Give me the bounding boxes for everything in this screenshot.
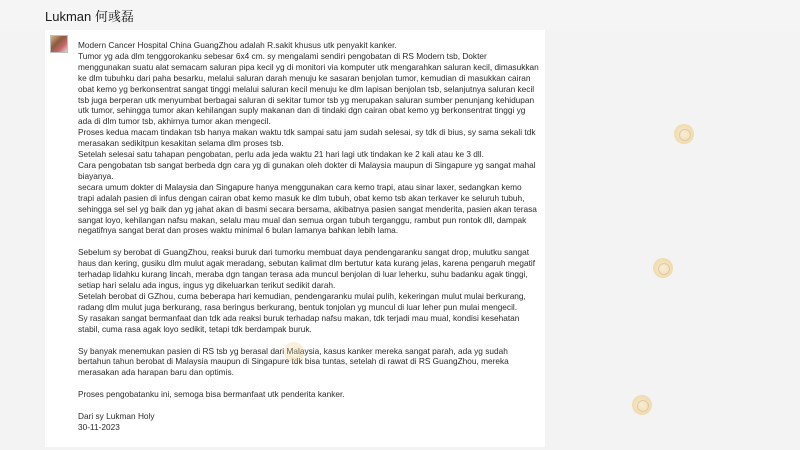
- paragraph: Sy rasakan sangat bermanfaat dan tdk ada reaksi buruk terhadap nafsu makan, tdk terjadi mau mual, kondisi kesehatan stabil, cuma rasa agak loyo sedikit, tetapi tdk berdampak buruk.: [78, 312, 520, 334]
- post-body: [78, 40, 540, 433]
- paragraph: Sebelum sy berobat di GuangZhou, reaksi buruk dari tumorku membuat daya pendengaranku sangat drop, mulutku sangat haus dan kering, gusiku dlm mulut agak meradang, sebutan kalimat dlm bertutur kata kurang jelas, karena pengaruh megatif terhadap lidahku kurang lincah, meraba dgn tangan terasa ada muncul benjolan di luar leherku, suhu badanku agak tinggi, setiap hari selalu ada ingus, ingus yg dikeluarkan terikut sedikit darah.: [78, 247, 536, 291]
- paragraph: Sy banyak menemukan pasien di RS tsb yg berasal dari Malaysia, kasus kanker mereka sangat parah, ada yg sudah bertahun tahun berobat di Malaysia maupun di Singapure tdk bisa tuntas, setelah di rawat di RS GuangZhou, mereka merasakan ada harapan baru dan optimis.: [78, 345, 509, 378]
- post-card: [45, 30, 545, 447]
- paragraph-gap: [78, 400, 540, 411]
- paragraph-gap: [78, 335, 540, 346]
- watermark-seal-icon: [284, 342, 304, 362]
- paragraph: Proses pengobatanku ini, semoga bisa bermanfaat utk penderita kanker.: [78, 389, 345, 400]
- paragraph-gap: [78, 378, 540, 389]
- watermark-seal-icon: [632, 395, 652, 415]
- paragraph: Modern Cancer Hospital China GuangZhou adalah R.sakit khusus utk penyakit kanker.: [78, 40, 397, 50]
- paragraph: Setelah selesai satu tahapan pengobatan, perlu ada jeda waktu 21 hari lagi utk tindakan ke 2 kali atau ke 3 dll.: [78, 149, 484, 160]
- paragraph: Proses kedua macam tindakan tsb hanya makan waktu tdk sampai satu jam sudah selesai, sy tdk di bius, sy sama sekali tdk merasakan sedikitpun kesakitan selama dlm proses tsb.: [78, 127, 536, 149]
- paragraph: Setelah berobat di GZhou, cuma beberapa hari kemudian, pendengaranku mulai pulih, kekeringan mulut mulai berkurang, radang dlm mulut juga berkurang, rasa beringus berkurang, bentuk tonjolan yg muncul di luar leher pun mulai mengecil.: [78, 290, 526, 312]
- watermark-seal-icon: [653, 258, 673, 278]
- paragraph: secara umum dokter di Malaysia dan Singapure hanya menggunakan cara kemo trapi, atau sinar laxer, sedangkan kemo trapi adalah pasien di infus dengan cairan obat kemo masuk ke dlm tubuh, obat kemo tsb akan terkaver ke seluruh tubuh, sehingga sel sel yg baik dan yg jahat akan di basmi secara bersama, akibatnya pasien sangat menderita, pasien akan terasa sangat loyo, kehilangan nafsu makan, selalu mau mual dan semua organ tubuh terganggu, rambut pun rontok dll, dampak negatifnya sangat berat dan proses waktu minimal 6 bulan lamanya bahkan lebih lama.: [78, 181, 537, 236]
- signature-date: 30-11-2023: [78, 422, 120, 433]
- header-bar: [0, 0, 800, 30]
- paragraph: Tumor yg ada dlm tenggorokanku sebesar 6x4 cm. sy mengalami sendiri pengobatan di RS Modern tsb, Dokter menggunakan suatu alat semacam saluran pipa kecil yg di monitori via komputer utk mengarahkan saluran kecil, dimasukkan ke dlm tubuhku dari paha besarku, melalui saluran darah menuju ke sasaran benjolan tumor, kemudian di masukkan cairan obat kemo yg berkonsentrat sangat tinggi melalui saluran kecil menuju ke dlm lapisan benjolan tsb, selanjutnya saluran kecil tsb juga berperan utk menyumbat berbagai saluran di sekitar tumor tsb yg merupakan saluran sumber penunjang kehidupan utk tumor, sehingga tumor akan kehilangan suply makanan dan di tindaki dgn cairan obat kemo yg berkonsentrat tinggi yg ada di dlm tumor tsb, akhirnya tumor akan mengecil.: [78, 50, 539, 127]
- avatar[interactable]: [50, 35, 68, 53]
- page-title: Lukman 何彧磊: [45, 9, 134, 24]
- paragraph-gap: [78, 236, 540, 247]
- watermark-seal-icon: [674, 124, 694, 144]
- paragraph: Cara pengobatan tsb sangat berbeda dgn cara yg di gunakan oleh dokter di Malaysia maupun di Singapure yg sangat mahal biayanya.: [78, 159, 536, 181]
- signature-name: Dari sy Lukman Holy: [78, 411, 155, 422]
